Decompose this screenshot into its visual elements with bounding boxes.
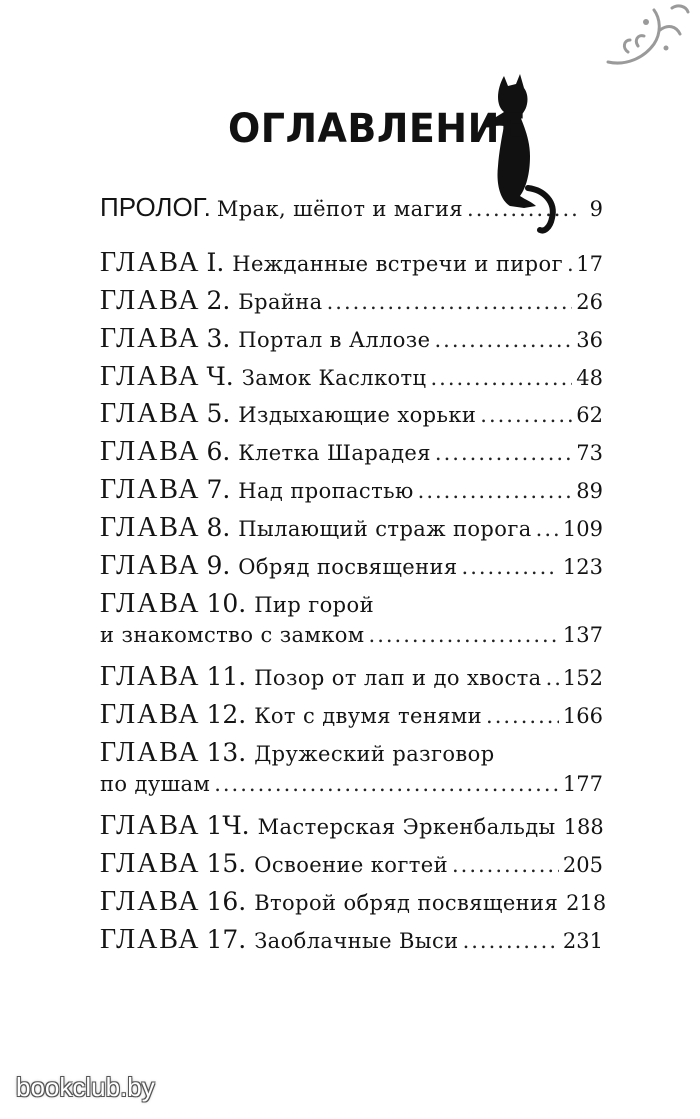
chapter-label: ГЛАВА bbox=[100, 924, 201, 955]
chapter-number: 2. bbox=[206, 286, 231, 315]
chapter-number: 12. bbox=[206, 700, 247, 729]
page-number: 123 bbox=[562, 555, 603, 579]
toc-chapter-1[interactable] bbox=[100, 247, 603, 281]
chapter-title: Мастерская Эркенбальды bbox=[257, 815, 556, 839]
leader-dots bbox=[369, 623, 559, 647]
toc-chapter-13-continued[interactable] bbox=[100, 772, 603, 806]
leader-dots bbox=[480, 403, 572, 427]
chapter-title: Дружеский разговор bbox=[254, 742, 495, 766]
leader-dots bbox=[435, 441, 572, 465]
toc-chapter-9[interactable] bbox=[100, 550, 603, 584]
chapter-title: Издыхающие хорьки bbox=[238, 403, 477, 427]
leader-dots bbox=[463, 929, 559, 953]
chapter-title: Брайна bbox=[238, 290, 323, 314]
leader-dots bbox=[214, 772, 559, 796]
watermark: bookclub.by bbox=[16, 1072, 155, 1102]
page-number: 177 bbox=[562, 772, 603, 796]
chapter-number: Ч. bbox=[206, 362, 234, 391]
chapter-title-continued: по душам bbox=[100, 772, 211, 796]
chapter-number: I. bbox=[206, 248, 225, 277]
chapter-title: Портал в Аллозе bbox=[238, 328, 431, 352]
leader-dots bbox=[546, 666, 559, 690]
leader-dots bbox=[430, 366, 572, 390]
toc-chapter-13[interactable] bbox=[100, 737, 603, 771]
toc-chapter-10-continued[interactable] bbox=[100, 623, 603, 657]
chapter-number: 16. bbox=[206, 887, 247, 916]
leader-dots bbox=[327, 290, 573, 314]
page-number: 109 bbox=[562, 517, 603, 541]
page-number: 73 bbox=[576, 441, 603, 465]
leader-dots bbox=[418, 479, 573, 503]
chapter-number: 15. bbox=[206, 849, 247, 878]
chapter-title-continued: и знакомство с замком bbox=[100, 623, 365, 647]
leader-dots bbox=[536, 517, 559, 541]
toc-chapter-7[interactable] bbox=[100, 474, 603, 508]
page-number: 231 bbox=[562, 929, 603, 953]
leader-dots bbox=[486, 704, 559, 728]
chapter-number: 5. bbox=[206, 399, 231, 428]
leader-dots bbox=[452, 853, 559, 877]
chapter-title: Клетка Шарадея bbox=[238, 441, 431, 465]
chapter-title: Кот с двумя тенями bbox=[254, 704, 483, 728]
chapter-label: ГЛАВА bbox=[100, 550, 201, 581]
leader-dots bbox=[567, 252, 572, 276]
chapter-number: 13. bbox=[206, 738, 247, 767]
chapter-label: ГЛАВА bbox=[100, 361, 201, 392]
leader-dots bbox=[462, 555, 559, 579]
page-number: 205 bbox=[562, 853, 603, 877]
toc-chapter-11[interactable] bbox=[100, 661, 603, 695]
chapter-number: 9. bbox=[206, 551, 231, 580]
chapter-number: 10. bbox=[206, 589, 247, 618]
toc-chapter-16[interactable] bbox=[100, 886, 607, 920]
chapter-label: ГЛАВА bbox=[100, 247, 201, 278]
chapter-title: Нежданные встречи и пирог bbox=[232, 252, 563, 276]
chapter-label: ГЛАВА bbox=[100, 512, 201, 543]
chapter-label: ГЛАВА bbox=[100, 737, 201, 768]
toc-chapter-8[interactable] bbox=[100, 512, 603, 546]
chapter-label: ГЛАВА bbox=[100, 398, 201, 429]
page-title: ОГЛАВЛЕНИЕ bbox=[228, 106, 527, 152]
chapter-title: Второй обряд посвящения bbox=[254, 891, 559, 915]
chapter-label: ГЛАВА bbox=[100, 699, 201, 730]
page-number: 48 bbox=[576, 366, 603, 390]
prologue-title: Мрак, шёпот и магия bbox=[216, 197, 464, 221]
page-number: 218 bbox=[566, 891, 607, 915]
chapter-number: 3. bbox=[206, 324, 231, 353]
chapter-title: Замок Каслкотц bbox=[241, 366, 427, 390]
chapter-number: 17. bbox=[206, 925, 247, 954]
page-number: 137 bbox=[562, 623, 603, 647]
toc-prologue[interactable] bbox=[100, 192, 603, 226]
page-number: 26 bbox=[576, 290, 603, 314]
chapter-label: ГЛАВА bbox=[100, 588, 201, 619]
leader-dots bbox=[434, 328, 572, 352]
chapter-title: Обряд посвящения bbox=[238, 555, 458, 579]
toc-chapter-10[interactable] bbox=[100, 588, 603, 622]
page-number: 9 bbox=[589, 197, 603, 221]
chapter-label: ГЛАВА bbox=[100, 810, 201, 841]
leader-dots bbox=[467, 197, 577, 221]
toc-chapter-4[interactable] bbox=[100, 361, 603, 395]
chapter-number: 8. bbox=[206, 513, 231, 542]
page-number: 89 bbox=[576, 479, 603, 503]
chapter-title: Позор от лап и до хвоста bbox=[254, 666, 542, 690]
toc-chapter-5[interactable] bbox=[100, 398, 603, 432]
prologue-label: ПРОЛОГ. bbox=[100, 192, 211, 222]
page-number: 152 bbox=[562, 666, 603, 690]
chapter-title: Пылающий страж порога bbox=[238, 517, 532, 541]
chapter-number: 11. bbox=[206, 662, 247, 691]
chapter-label: ГЛАВА bbox=[100, 848, 201, 879]
chapter-label: ГЛАВА bbox=[100, 436, 201, 467]
page-number: 166 bbox=[562, 704, 603, 728]
chapter-label: ГЛАВА bbox=[100, 886, 201, 917]
toc-chapter-12[interactable] bbox=[100, 699, 603, 733]
page-number: 17 bbox=[576, 252, 603, 276]
chapter-label: ГЛАВА bbox=[100, 474, 201, 505]
chapter-title: Пир горой bbox=[254, 593, 374, 617]
chapter-number: 1Ч. bbox=[206, 811, 250, 840]
page-number: 62 bbox=[576, 403, 603, 427]
toc-chapter-6[interactable] bbox=[100, 436, 603, 470]
toc-chapter-2[interactable] bbox=[100, 285, 603, 319]
chapter-number: 7. bbox=[206, 475, 231, 504]
toc-chapter-17[interactable] bbox=[100, 924, 603, 958]
toc-chapter-14[interactable] bbox=[100, 810, 603, 844]
page-number: 36 bbox=[576, 328, 603, 352]
chapter-title: Над пропастью bbox=[238, 479, 414, 503]
toc-chapter-15[interactable] bbox=[100, 848, 603, 882]
chapter-title: Заоблачные Выси bbox=[254, 929, 459, 953]
page-number: 188 bbox=[563, 815, 604, 839]
chapter-number: 6. bbox=[206, 437, 231, 466]
chapter-title: Освоение когтей bbox=[254, 853, 448, 877]
chapter-label: ГЛАВА bbox=[100, 323, 201, 354]
chapter-label: ГЛАВА bbox=[100, 661, 201, 692]
chapter-label: ГЛАВА bbox=[100, 285, 201, 316]
toc-chapter-3[interactable] bbox=[100, 323, 603, 357]
